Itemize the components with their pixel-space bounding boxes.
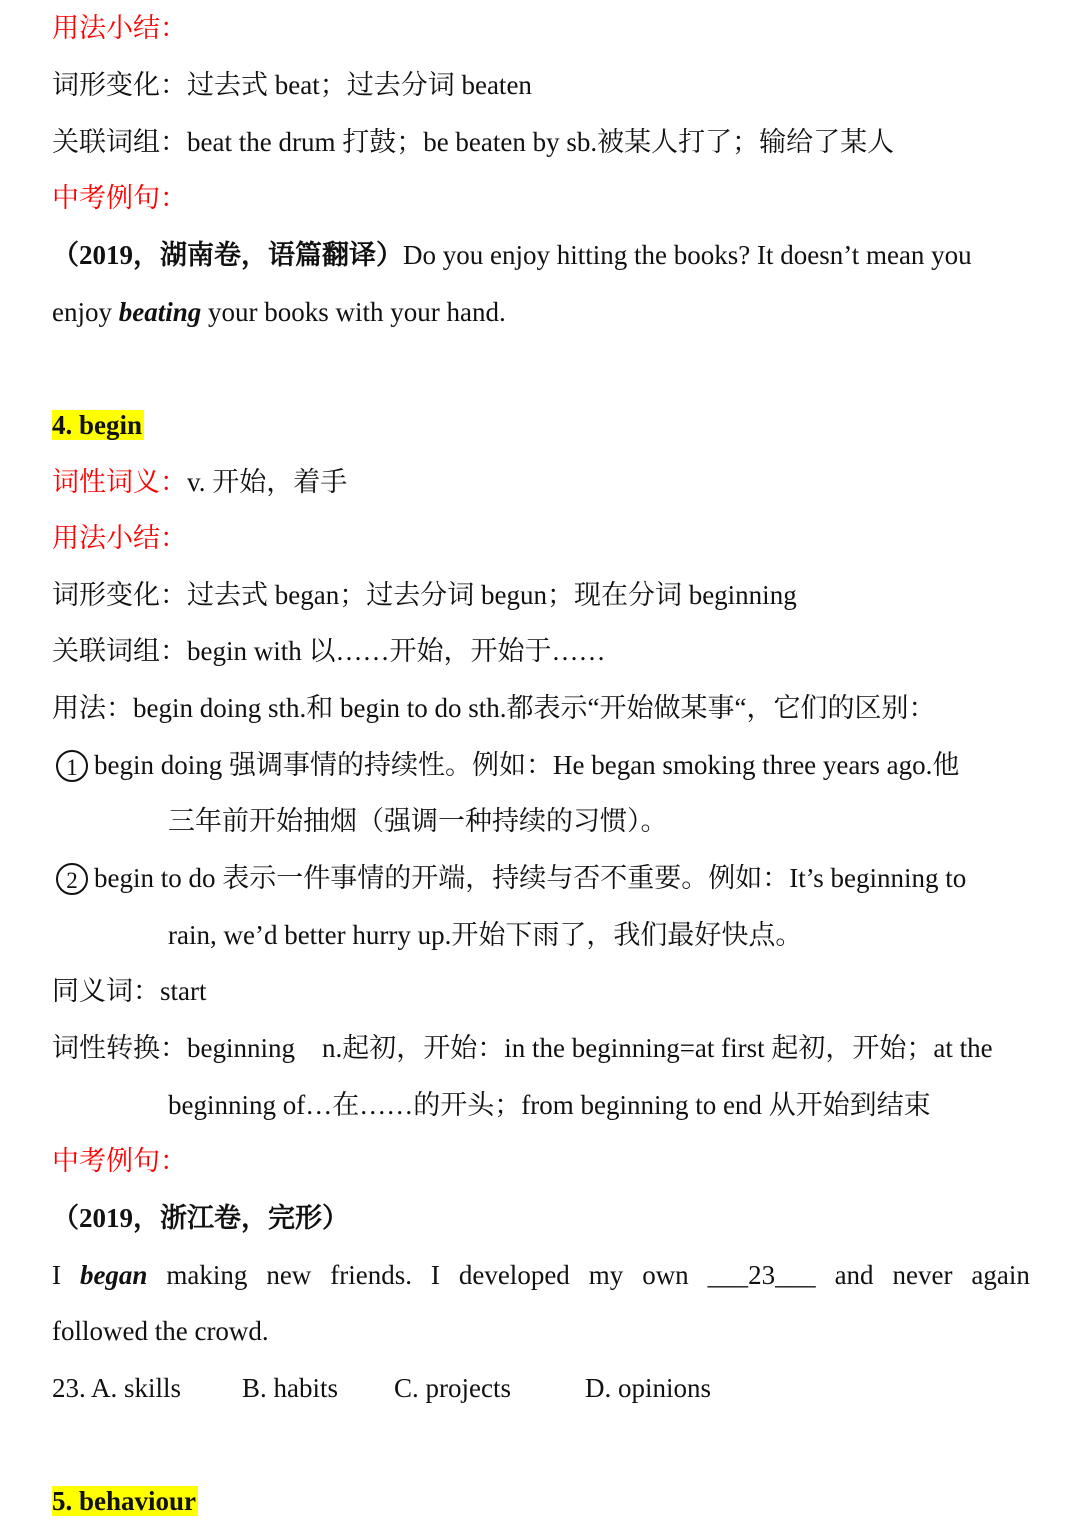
- exam-source: （2019，湖南卷，语篇翻译）: [52, 240, 403, 270]
- word-conversion: 词性转换：beginning n.起初，开始：in the beginning=at first 起初，开始；at the: [52, 1033, 993, 1063]
- related-phrases: 关联词组：begin with 以……开始，开始于……: [52, 636, 606, 666]
- usage-point-1-continued: 三年前开始抽烟（强调一种持续的习惯）。: [168, 806, 668, 836]
- part-of-speech: [52, 462, 347, 502]
- highlighted-word: beating: [118, 297, 202, 327]
- word-forms: 词形变化：过去式 beat；过去分词 beaten: [52, 70, 532, 100]
- section-title-begin: [52, 405, 144, 445]
- related-phrases: 关联词组：beat the drum 打鼓；be beaten by sb.被某人打了；输给了某人: [52, 127, 895, 157]
- usage-point-1: [52, 745, 959, 785]
- usage-heading: 用法小结：: [52, 523, 187, 553]
- exam-sentence-text: Do you enjoy hitting the books? It doesn’t mean you: [403, 240, 972, 270]
- circled-number-1: 1: [56, 750, 88, 782]
- option-c: C. projects: [394, 1373, 511, 1403]
- word-conversion-continued: beginning of…在……的开头；from beginning to end 从开始到结束: [168, 1090, 931, 1120]
- exam-word: I: [52, 1260, 61, 1290]
- section-title-text: 4. begin: [52, 410, 143, 440]
- option-d: D. opinions: [585, 1373, 712, 1403]
- exam-sentence: [52, 235, 972, 275]
- pos-label: 词性词义：: [52, 467, 187, 497]
- usage-note: 用法：begin doing sth.和 begin to do sth.都表示“开始做某事“，它们的区别：: [52, 693, 936, 723]
- exam-word: and: [834, 1260, 874, 1290]
- exam-heading: 中考例句：: [52, 183, 187, 213]
- option-b: B. habits: [242, 1373, 339, 1403]
- exam-word: again: [971, 1260, 1030, 1290]
- usage-point-1-text: begin doing 强调事情的持续性。例如：He began smoking three years ago.他: [94, 750, 960, 780]
- exam-word: new: [266, 1260, 312, 1290]
- highlighted-word: began: [79, 1260, 148, 1290]
- pos-value: v. 开始，着手: [187, 467, 348, 497]
- exam-word: developed: [458, 1260, 570, 1290]
- section-title-behaviour: [52, 1481, 198, 1521]
- usage-point-2-text: begin to do 表示一件事情的开端，持续与否不重要。例如：It’s beginning to: [94, 863, 967, 893]
- synonym: 同义词：start: [52, 976, 207, 1006]
- blank-23: ___23___: [707, 1260, 816, 1290]
- usage-heading: 用法小结：: [52, 13, 187, 43]
- word-forms: 词形变化：过去式 began；过去分词 begun；现在分词 beginning: [52, 580, 797, 610]
- answer-options: [52, 1368, 711, 1408]
- exam-sentence-continued: [52, 292, 506, 332]
- exam-word: I: [430, 1260, 440, 1290]
- exam-word: friends.: [330, 1260, 412, 1290]
- exam-word: own: [642, 1260, 689, 1290]
- exam-source: （2019，浙江卷，完形）: [52, 1203, 349, 1233]
- exam-heading: 中考例句：: [52, 1146, 187, 1176]
- exam-word: making: [166, 1260, 248, 1290]
- exam-word: never: [892, 1260, 953, 1290]
- usage-point-2: [52, 858, 966, 898]
- circled-number-2: 2: [56, 863, 88, 895]
- section-title-text: 5. behaviour: [52, 1486, 197, 1516]
- exam-sentence: [52, 1255, 1030, 1295]
- exam-sentence-pre: enjoy: [52, 297, 119, 327]
- exam-sentence-post: your books with your hand.: [201, 297, 506, 327]
- option-a: 23. A. skills: [52, 1373, 182, 1403]
- exam-sentence-continued: followed the crowd.: [52, 1316, 269, 1346]
- exam-word: my: [588, 1260, 624, 1290]
- usage-point-2-continued: rain, we’d better hurry up.开始下雨了，我们最好快点。: [168, 920, 803, 950]
